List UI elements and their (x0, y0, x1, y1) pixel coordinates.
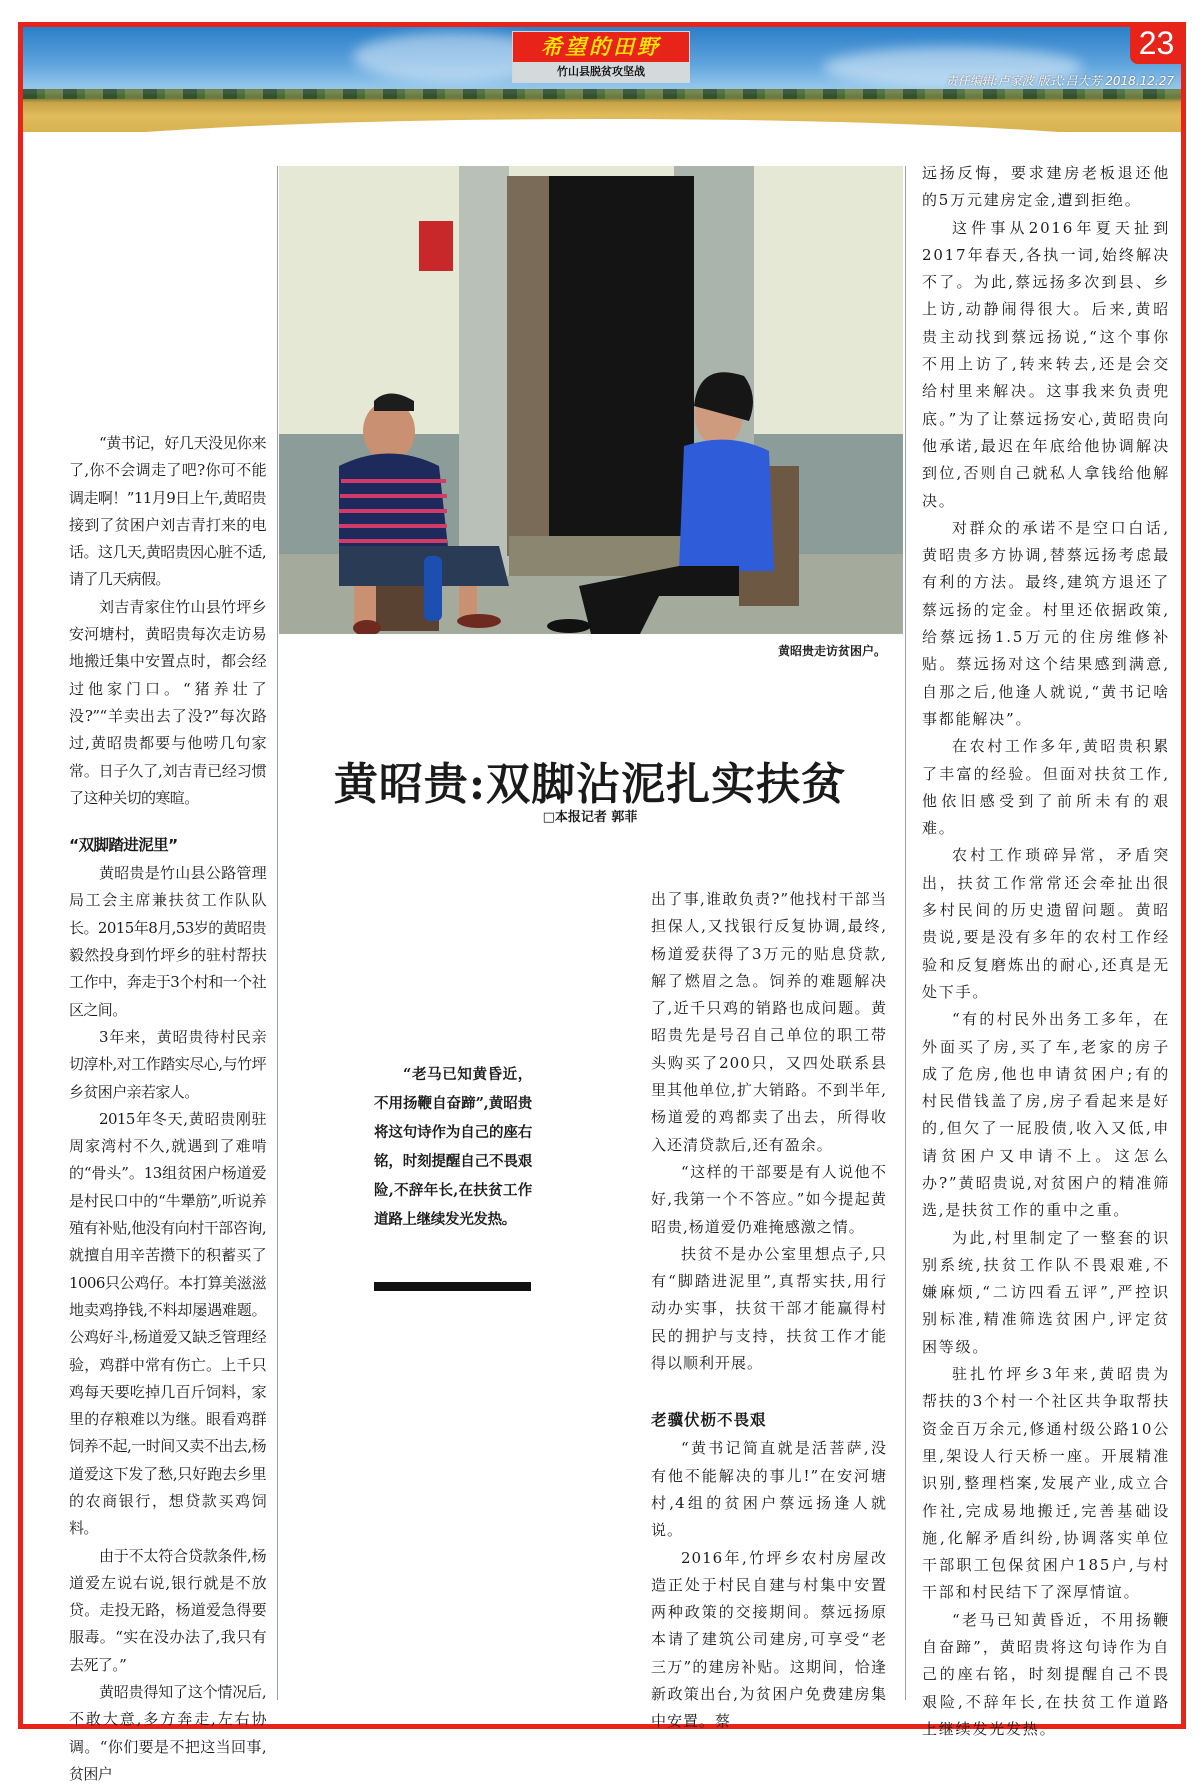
paragraph: 3年来，黄昭贵待村民亲切淳朴,对工作踏实尽心,与竹坪乡贫困户亲若家人。 (69, 1027, 266, 1101)
paragraph: 2015年冬天,黄昭贵刚驻周家湾村不久,就遇到了难啃的“骨头”。13组贫困户杨道爱是村民口中的“牛犟筋”,听说养殖有补贴,他没有向村干部咨询,就擅自用辛苦攒下的积蓄买了1006只公鸡仔。本打算美滋滋地卖鸡挣钱,不料却屡遇难题。公鸡好斗,杨道爱又缺乏管理经验，鸡群中常有伤亡。上千只鸡每天要吃掉几百斤饲料，家里的存粮难以为继。眼看鸡群饲养不起,一时间又卖不出去,杨道爱这下发了愁,只好跑去乡里的农商银行，想贷款买鸡饲料。 (69, 1109, 266, 1538)
paragraph: 黄昭贵是竹山县公路管理局工会主席兼扶贫工作队队长。2015年8月,53岁的黄昭贵毅然投身到竹坪乡的驻村帮扶工作中，奔走于3个村和一个社区之间。 (69, 864, 266, 1019)
article-headline: 黄昭贵:双脚沾泥扎实扶贫 (333, 759, 847, 810)
article-photo (279, 166, 903, 634)
paragraph: 为此,村里制定了一整套的识别系统,扶贫工作队不畏艰难,不嫌麻烦,“二访四看五评”,严控识别标准,精准筛选贫困户,评定贫困等级。 (922, 1228, 1170, 1356)
paragraph: 对群众的承诺不是空口白话,黄昭贵多方协调,替蔡远扬考虑最有利的方法。最终,建筑方退还了蔡远扬的定金。村里还依据政策,给蔡远扬1.5万元的住房维修补贴。蔡远扬对这个结果感到满意,自那之后,他逢人就说,“黄书记啥事都能解决”。 (922, 518, 1170, 728)
paragraph: “黄书记简直就是活菩萨,没有他不能解决的事儿!”在安河塘村,4组的贫困户蔡远扬逢人就说。 (651, 1439, 887, 1540)
section-logo (512, 31, 690, 83)
paragraph: 驻扎竹坪乡3年来,黄昭贵为帮扶的3个村一个社区共争取帮扶资金百万余元,修通村级公路10公里,架设人行天桥一座。开展精准识别,整理档案,发展产业,成立合作社,完成易地搬迁,完善基础设施,化解矛盾纠纷,协调落实单位干部职工包保贫困户185户,与村干部和村民结下了深厚情谊。 (922, 1365, 1170, 1602)
paragraph: 扶贫不是办公室里想点子,只有“脚踏进泥里”,真帮实扶,用行动办实事，扶贫干部才能赢得村民的拥护与支持，扶贫工作才能得以顺利开展。 (651, 1244, 887, 1373)
pull-quote-text: “老马已知黄昏近，不用扬鞭自奋蹄”,黄昭贵将这句诗作为自己的座右铭，时刻提醒自己不畏艰险,不辞年长,在扶贫工作道路上继续发光发热。 (374, 1066, 532, 1228)
photo-illustration (279, 166, 903, 634)
pull-quote (374, 1060, 532, 1234)
paragraph: 出了事,谁敢负责?”他找村干部当担保人,又找银行反复协调,最终,杨道爱获得了3万元的贴息贷款,解了燃眉之急。饲养的难题解决了,近千只鸡的销路也成问题。黄昭贵先是号召自己单位的职工带头购买了200只，又四处联系县里其他单位,扩大销路。不到半年,杨道爱的鸡都卖了出去，所得收入还清贷款后,还有盈余。 (651, 890, 887, 1154)
paragraph: 刘吉青家住竹山县竹坪乡安河塘村，黄昭贵每次走访易地搬迁集中安置点时，都会经过他家门口。“猪养壮了没?”“羊卖出去了没?”每次路过,黄昭贵都要与他唠几句家常。日子久了,刘吉青已经习惯了这种关切的寒暄。 (69, 597, 266, 807)
paragraph: “有的村民外出务工多年，在外面买了房,买了车,老家的房子成了危房,他也申请贫困户;有的村民借钱盖了房,房子看起来是好的,但欠了一屁股债,收入又低,申请贫困户又申请不上。这怎么办?”黄昭贵说,对贫困户的精准筛选,是扶贫工作的重中之重。 (922, 1010, 1170, 1220)
column-divider (905, 166, 906, 1700)
paragraph: 农村工作琐碎异常，矛盾突出，扶贫工作常常还会牵扯出很多村民间的历史遗留问题。黄昭贵说,要是没有多年的农村工作经验和反复磨炼出的耐心,还真是无处下手。 (922, 846, 1170, 1001)
paragraph: “黄书记，好几天没见你来了,你不会调走了吧?你可不能调走啊！”11月9日上午,黄昭贵接到了贫困户刘吉青打来的电话。这几天,黄昭贵因心脏不适,请了几天病假。 (69, 434, 266, 589)
tree-line (23, 89, 1181, 99)
article-column-2 (651, 886, 887, 1736)
paragraph: 2016年,竹坪乡农村房屋改造正处于村民自建与村集中安置两种政策的交接期间。蔡远扬原本请了建筑公司建房,可享受“老三万”的建房补贴。这期间，恰逢新政策出台,为贫困户免费建房集中安置。蔡 (651, 1548, 887, 1731)
paragraph: 由于不太符合贷款条件,杨道爱左说右说,银行就是不放贷。走投无路，杨道爱急得要服毒。“实在没办法了,我只有去死了。” (69, 1546, 266, 1674)
paragraph: 在农村工作多年,黄昭贵积累了丰富的经验。但面对扶贫工作,他依旧感受到了前所未有的艰难。 (922, 737, 1170, 838)
pull-quote-bar (374, 1282, 531, 1291)
photo-caption: 黄昭贵走访贫困户。 (777, 644, 886, 658)
section-heading: “双脚踏进泥里” (69, 836, 178, 855)
section-subtitle: 竹山县脱贫攻坚战 (513, 62, 689, 82)
section-heading: 老骥伏枥不畏艰 (651, 1411, 767, 1430)
section-title: 希望的田野 (513, 32, 689, 62)
paragraph: 远扬反悔，要求建房老板退还他的5万元建房定金,遭到拒绝。 (922, 164, 1170, 210)
calendar-poster (419, 221, 453, 271)
banner-arc (23, 119, 1181, 132)
column-divider (277, 166, 278, 1700)
article-column-3 (922, 160, 1170, 1743)
paragraph: 这件事从2016年夏天扯到2017年春天,各执一词,始终解决不了。为此,蔡远扬多次到县、乡上访,动静闹得很大。后来,黄昭贵主动找到蔡远扬说,“这个事你不用上访了,转来转去,还是会交给村里来解决。这事我来负责兜底。”为了让蔡远扬安心,黄昭贵向他承诺,最迟在年底给他协调解决到位,否则自己就私人拿钱给他解决。 (922, 218, 1170, 510)
paragraph: “老马已知黄昏近，不用扬鞭自奋蹄”，黄昭贵将这句诗作为自己的座右铭，时刻提醒自己不畏艰险,不辞年长,在扶贫工作道路上继续发光发热。 (922, 1610, 1170, 1738)
article-column-1 (69, 430, 266, 1788)
article-byline: □本报记者 郭菲 (542, 810, 638, 825)
editor-credits: 责任编辑:卢家波 版式:吕大芳 2018.12.27 (945, 74, 1174, 88)
paragraph: “这样的干部要是有人说他不好,我第一个不答应。”如今提起黄昭贵,杨道爱仍难掩感激之情。 (651, 1162, 887, 1236)
page-number: 23 (1130, 22, 1183, 64)
paragraph: 黄昭贵得知了这个情况后,不敢大意,多方奔走,左右协调。“你们要是不把这当回事,贫困户 (69, 1683, 266, 1783)
